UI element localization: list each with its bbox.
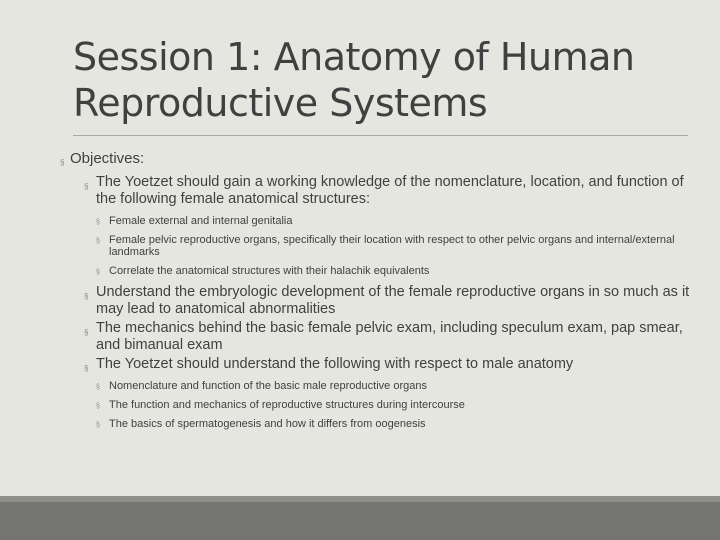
bullet-icon: § [84, 292, 89, 301]
sub-list [60, 215, 690, 277]
bullet-icon: § [84, 328, 89, 337]
objective-text: The mechanics behind the basic female pelvic exam, including speculum exam, pap smear, and bimanual exam [96, 320, 683, 353]
objective-item [84, 284, 690, 318]
objective-item [84, 174, 690, 208]
sub-objective-text: Female external and internal genitalia [109, 215, 293, 227]
objective-text: The Yoetzet should understand the following with respect to male anatomy [96, 356, 574, 372]
sub-objective-item [96, 418, 690, 430]
objective-text: The Yoetzet should gain a working knowledge of the nomenclature, location, and function of the following female anatomical structures: [96, 174, 684, 207]
footer-bar [0, 502, 720, 540]
bullet-icon: § [96, 422, 100, 429]
bullet-icon: § [96, 384, 100, 391]
sub-objective-text: The function and mechanics of reproductive structures during intercourse [109, 399, 465, 411]
objective-text: Understand the embryologic development of the female reproductive organs in so much as it may lead to anatomical abnormalities [96, 284, 690, 317]
bullet-icon: § [60, 158, 65, 167]
bullet-icon: § [96, 269, 100, 276]
slide-content [60, 150, 690, 437]
bullet-icon: § [84, 364, 89, 373]
sub-objective-item [96, 380, 690, 392]
sub-objective-text: The basics of spermatogenesis and how it differs from oogenesis [109, 418, 426, 430]
sub-objective-item [96, 234, 690, 258]
objectives-heading [60, 150, 690, 168]
sub-objective-text: Correlate the anatomical structures with their halachik equivalents [109, 265, 430, 277]
bullet-icon: § [84, 182, 89, 191]
bullet-icon: § [96, 219, 100, 226]
sub-objective-text: Nomenclature and function of the basic male reproductive organs [109, 380, 427, 392]
bullet-icon: § [96, 403, 100, 410]
slide-title: Session 1: Anatomy of Human Reproductive Systems [73, 35, 635, 125]
title-divider [73, 135, 688, 136]
sub-objective-text: Female pelvic reproductive organs, specifically their location with respect to other pelvic organs and internal/external landmarks [109, 234, 675, 258]
objective-item [84, 320, 690, 354]
objective-item [84, 356, 690, 373]
bullet-icon: § [96, 238, 100, 245]
objectives-label: Objectives: [70, 150, 145, 167]
sub-objective-item [96, 215, 690, 227]
sub-objective-item [96, 399, 690, 411]
sub-list [60, 380, 690, 430]
sub-objective-item [96, 265, 690, 277]
